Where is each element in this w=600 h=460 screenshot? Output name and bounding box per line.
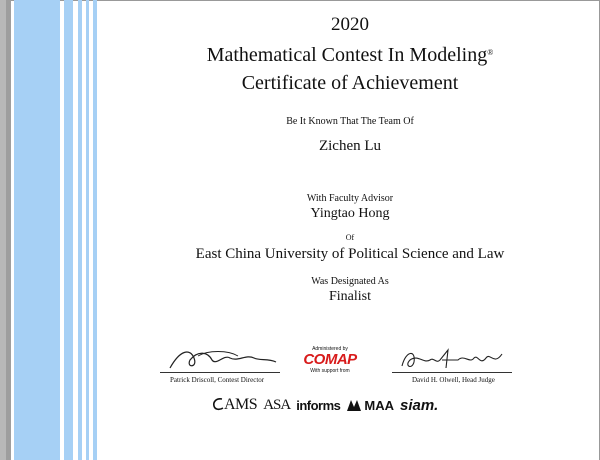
blue-stripe-wide: [14, 0, 60, 460]
director-name: Patrick Driscoll, Contest Director: [170, 376, 265, 384]
designation-label: Was Designated As: [311, 276, 389, 287]
contest-name: [100, 44, 600, 67]
blue-stripe: [86, 0, 89, 460]
asa-logo: ASA: [263, 396, 291, 413]
blue-stripe: [78, 0, 82, 460]
institution-name: East China University of Political Science and Law: [195, 246, 505, 262]
judge-signature-line: [392, 372, 512, 373]
ams-text: AMS: [224, 396, 258, 413]
advisor-name: Yingtao Hong: [310, 206, 390, 221]
designation-result: Finalist: [328, 289, 371, 304]
comap-block: [298, 346, 362, 388]
blue-stripe: [64, 0, 73, 460]
maa-logo: [346, 398, 394, 413]
director-signature: [168, 346, 278, 372]
sponsor-logos: [212, 394, 438, 416]
judge-name: David H. Olwell, Head Judge: [412, 376, 495, 384]
maa-text: MAA: [364, 397, 394, 413]
certificate-title: Certificate of Achievement: [241, 72, 459, 94]
blue-stripe: [93, 0, 97, 460]
informs-logo: informs: [296, 397, 341, 413]
judge-signature: [398, 346, 508, 372]
of-label: Of: [345, 233, 355, 242]
ams-emblem-icon: [212, 397, 224, 411]
certificate-year: 2020: [331, 14, 369, 35]
advisor-label: With Faculty Advisor: [306, 193, 394, 204]
support-label: With support from: [310, 368, 350, 374]
top-border: [0, 0, 600, 1]
contest-name-text: Mathematical Contest In Modeling: [206, 44, 488, 66]
maa-emblem-icon: [346, 398, 362, 412]
team-member-name: Zichen Lu: [318, 138, 382, 154]
registered-mark: ®: [487, 48, 494, 57]
administered-by-label: Administered by: [312, 346, 348, 352]
director-signature-line: [160, 372, 280, 373]
comap-logo: COMAP: [303, 351, 357, 368]
ams-logo: [212, 396, 257, 414]
team-intro-label: Be It Known That The Team Of: [286, 116, 414, 127]
siam-logo: siam.: [399, 396, 439, 414]
dark-gray-stripe: [6, 0, 11, 460]
